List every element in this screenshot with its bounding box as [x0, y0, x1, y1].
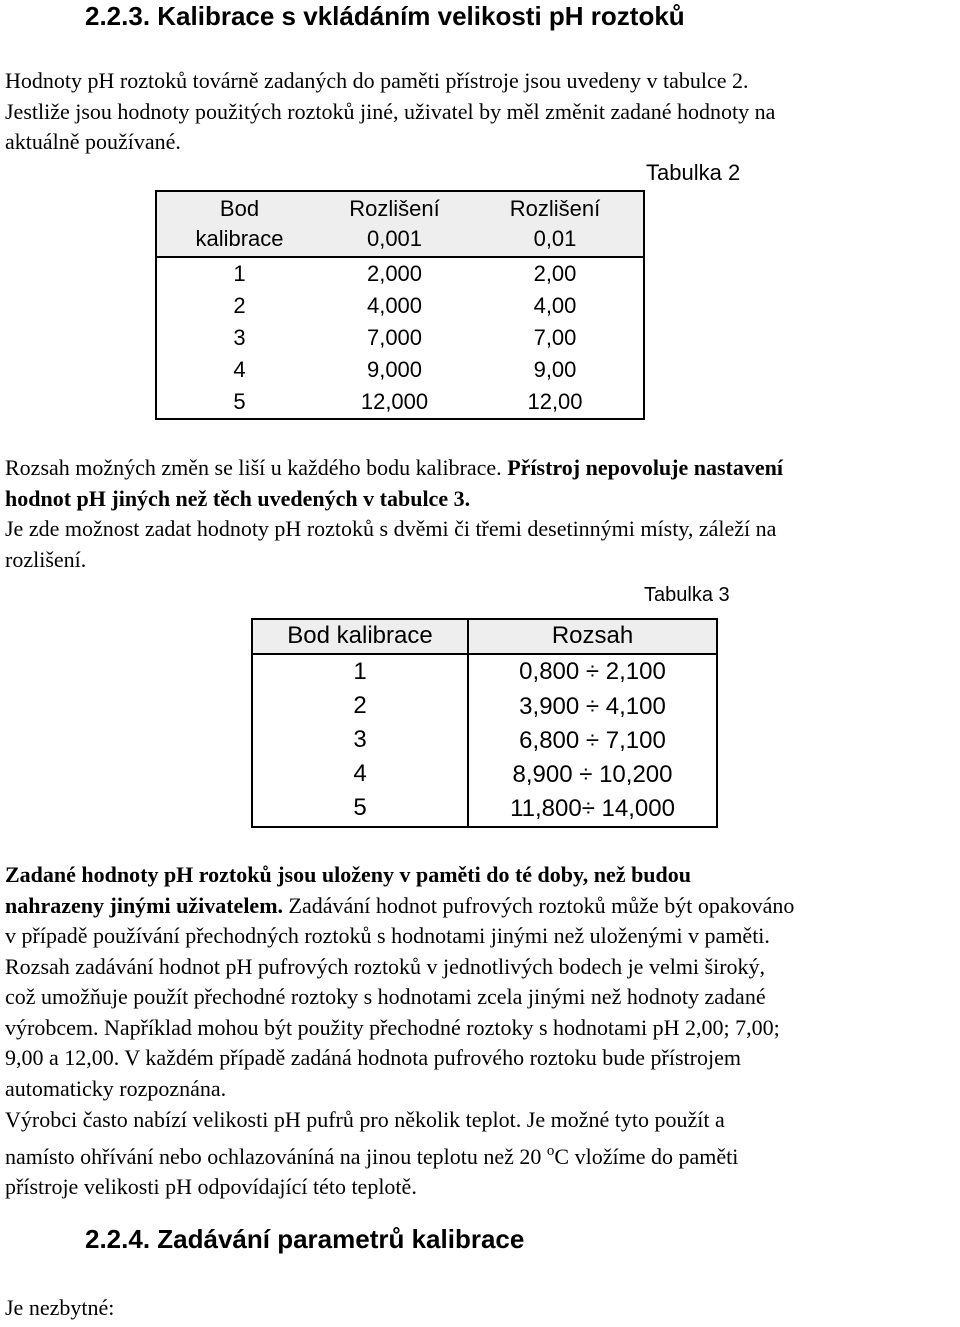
table-cell: 5 — [353, 794, 367, 821]
paragraph-line: Zadané hodnoty pH roztoků jsou uloženy v paměti do té doby, než budou — [5, 862, 692, 887]
table-cell: 1 — [353, 658, 367, 685]
table-cell: 3 — [353, 726, 367, 753]
header-rozliseni-0001: Rozlišení 0,001 — [349, 196, 440, 251]
paragraph-line: nahrazeny jinými uživatelem. Zadávání hodnot pufrových roztoků může být opakováno — [5, 892, 795, 918]
paragraph-line: Výrobci často nabízí velikosti pH pufrů pro několik teplot. Je možné tyto použít a — [5, 1107, 725, 1132]
paragraph-line: hodnot pH jiných než těch uvedených v tabulce 3. — [5, 485, 471, 511]
paragraph-line: výrobcem. Například mohou být použity přechodné roztoky s hodnotami pH 2,00; 7,00; — [5, 1014, 780, 1040]
table-cell: 4 — [353, 760, 367, 787]
table-cell: 12,00 — [527, 389, 583, 414]
table-cell: 7,000 — [366, 325, 423, 350]
paragraph-line: rozlišení. — [5, 546, 87, 572]
header-bod-kalibrace: Bod kalibrace — [287, 622, 433, 649]
paragraph-line: což umožňuje použít přechodné roztoky s hodnotami zcela jinými než hodnoty zadané — [5, 984, 766, 1009]
intro-paragraph — [5, 66, 775, 158]
table-cell: 9,000 — [366, 357, 423, 382]
table-cell: 2,000 — [366, 261, 423, 286]
paragraph-line: Je zde možnost zadat hodnoty pH roztoků s dvěmi či třemi desetinnými místy, záleží na — [5, 516, 777, 541]
table-cell: 3 — [233, 325, 246, 350]
paragraph-line: namísto ohřívání nebo ochlazováníná na jinou teplotu než 20 $^o$C vložíme do paměti — [5, 1142, 739, 1169]
table3-caption: Tabulka 3 — [644, 584, 730, 606]
table-cell: 2 — [233, 293, 246, 318]
paragraph-line: Hodnoty pH roztoků továrně zadaných do paměti přístroje jsou uvedeny v tabulce 2. — [5, 68, 749, 93]
table-cell: 7,00 — [533, 325, 577, 350]
table-cell: 4 — [233, 357, 246, 382]
paragraph-line: 9,00 a 12,00. V každém případě zadáná hodnota pufrového roztoku bude přístrojem — [5, 1045, 741, 1070]
paragraph-line: automaticky rozpoznána. — [5, 1075, 227, 1101]
required-label: Je nezbytné: — [5, 1295, 115, 1320]
range-cell: 0,800 ÷ 2,100 — [519, 658, 666, 685]
paragraph-line: Jestliže jsou hodnoty použitých roztoků jiné, uživatel by měl změnit zadané hodnoty na — [5, 98, 776, 124]
table-cell: 4,000 — [366, 293, 423, 318]
table-2 — [155, 190, 645, 420]
table-cell: 2 — [353, 692, 367, 719]
header-bod-kalibrace: Bod kalibrace — [195, 196, 284, 251]
storage-paragraph — [5, 860, 794, 1104]
header-rozliseni-001: Rozlišení 0,01 — [509, 196, 601, 251]
temperature-paragraph — [5, 1105, 738, 1203]
section-heading-2-2-4: 2.2.4. Zadávání parametrů kalibrace — [85, 1224, 525, 1254]
table-cell: 2,00 — [533, 261, 577, 286]
paragraph-line: Rozsah možných změn se liší u každého bodu kalibrace. Přístroj nepovoluje nastavení — [5, 455, 783, 480]
table-cell: 9,00 — [533, 357, 577, 382]
paragraph-line: přístroje velikosti pH odpovídající této teplotě. — [5, 1174, 417, 1199]
range-cell: 3,900 ÷ 4,100 — [519, 693, 666, 720]
table-cell: 1 — [233, 261, 246, 286]
table-cell: 12,000 — [360, 389, 429, 414]
range-cell: 6,800 ÷ 7,100 — [519, 727, 666, 754]
section-heading-2-2-3: 2.2.3. Kalibrace s vkládáním velikosti pH roztoků — [85, 1, 685, 31]
table-cell: 5 — [233, 389, 246, 414]
header-rozsah: Rozsah — [551, 622, 634, 649]
table-cell: 4,00 — [533, 293, 577, 318]
paragraph-line: aktuálně používané. — [5, 129, 181, 154]
range-cell: 11,800÷ 14,000 — [510, 795, 675, 822]
table-3 — [251, 618, 718, 828]
table2-caption: Tabulka 2 — [646, 160, 741, 185]
range-paragraph — [5, 453, 783, 575]
paragraph-line: v případě používání přechodných roztoků s hodnotami jinými než uloženými v paměti. — [5, 923, 770, 948]
range-cell: 8,900 ÷ 10,200 — [512, 761, 673, 788]
paragraph-line: Rozsah zadávání hodnot pH pufrových roztoků v jednotlivých bodech je velmi široký, — [5, 953, 766, 979]
